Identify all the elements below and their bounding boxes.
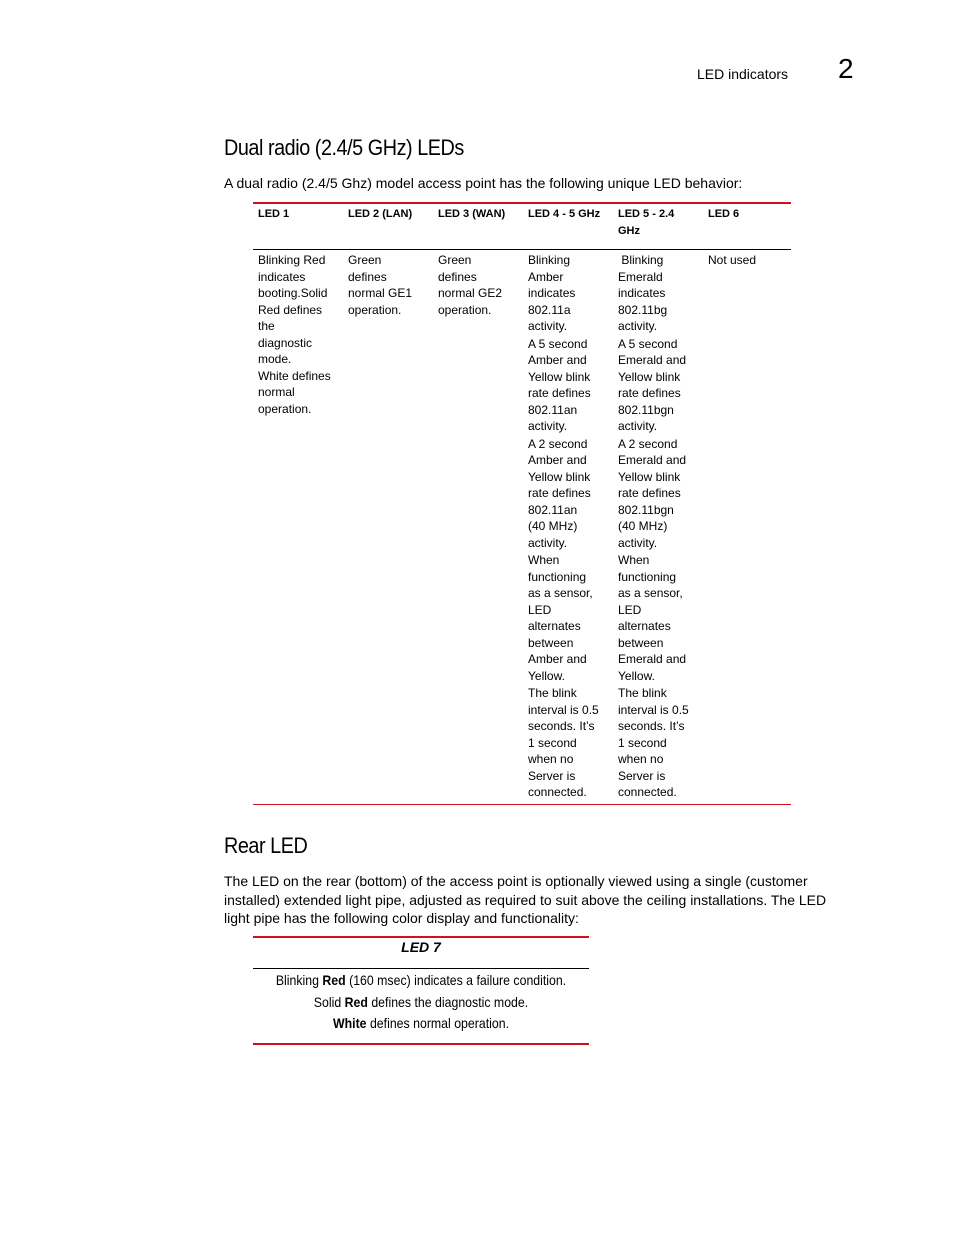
color-word: Green (348, 253, 382, 267)
table2-top-rule (253, 936, 589, 938)
text: normal GE2 (438, 286, 503, 300)
text: booting.Solid (258, 286, 328, 300)
color-word: Amber (528, 652, 564, 666)
text: connected. (528, 785, 587, 799)
text: operation. (348, 302, 402, 317)
text: between (528, 635, 574, 650)
text: defines normal operation. (366, 1015, 509, 1031)
text: activity. (618, 535, 658, 550)
text: LED (528, 602, 552, 617)
col-header-led1: LED 1 (258, 208, 290, 220)
text: normal (258, 385, 295, 399)
text: Blinking (528, 253, 571, 267)
chapter-number: 2 (838, 53, 854, 84)
text: defines (288, 368, 331, 383)
led5-block-1 (618, 252, 704, 335)
text: 1 second (618, 735, 667, 750)
text: the (258, 319, 275, 333)
text: interval is 0.5 (528, 702, 599, 717)
text: 802.11a (528, 302, 571, 317)
color-word: Emerald (618, 453, 663, 467)
text: diagnostic (258, 335, 313, 350)
color-word: Red (344, 993, 368, 1010)
color-word: Red (322, 972, 346, 988)
text: rate defines (528, 486, 591, 500)
paragraph-line: The LED on the rear (bottom) of the access point is optionally viewed using a single (customer (224, 873, 808, 889)
text: The blink (528, 686, 577, 700)
cell-led4 (528, 252, 614, 802)
text: Blinking (275, 972, 323, 988)
color-word: White (333, 1015, 367, 1031)
text: and (563, 353, 587, 367)
text: blink (652, 369, 681, 384)
table-header-rule (253, 249, 791, 250)
led5-block-2 (618, 336, 704, 435)
cell-led5 (618, 252, 704, 802)
col-header-led7: LED 7 (401, 939, 441, 955)
text: A 2 second (528, 436, 588, 451)
text: indicates (258, 269, 306, 284)
text: When (618, 553, 650, 567)
text: (160 msec) indicates a failure condition. (345, 972, 567, 988)
color-word: Yellow (528, 469, 563, 484)
text: functioning (618, 569, 677, 584)
led4-block-4 (528, 552, 614, 684)
text: functioning (528, 569, 587, 584)
color-word: White (258, 368, 289, 383)
led7-line-3 (273, 1013, 569, 1035)
text: defines the diagnostic mode. (367, 993, 529, 1010)
text: defines (280, 302, 323, 317)
text: 802.11an (528, 502, 578, 517)
text: activity. (618, 419, 658, 433)
text: as a sensor, (528, 586, 593, 600)
text: Server is (618, 768, 666, 783)
text: blink (652, 469, 681, 484)
color-word: Yellow (618, 668, 652, 683)
text: interval is 0.5 (618, 702, 689, 717)
text: normal GE1 (348, 286, 413, 300)
running-head: LED indicators (697, 66, 789, 82)
text: Server is (528, 768, 576, 783)
led5-block-5 (618, 685, 704, 801)
text: Solid (313, 993, 345, 1010)
text: and (662, 353, 687, 367)
cell-led7 (253, 970, 589, 1035)
text: blink (562, 469, 591, 484)
text: when no (528, 752, 574, 766)
text: activity. (528, 319, 568, 333)
led4-block-5 (528, 685, 614, 801)
text: activity. (528, 535, 568, 550)
led4-block-3 (528, 436, 614, 552)
text: and (563, 453, 587, 467)
led4-block-2 (528, 336, 614, 435)
text: indicates (528, 286, 576, 300)
color-word: Amber (528, 453, 564, 467)
section-title-rear-led: Rear LED (224, 833, 308, 858)
col-header-led5-line2: GHz (618, 225, 640, 237)
table2-header-rule (253, 968, 589, 969)
text: 802.11bgn (618, 402, 674, 417)
text: and (563, 652, 587, 666)
text: LED (618, 602, 642, 617)
text: . (651, 668, 655, 683)
col-header-led2: LED 2 (LAN) (348, 208, 413, 220)
text: activity. (528, 419, 568, 433)
color-word: Emerald (618, 652, 663, 666)
col-header-led3: LED 3 (WAN) (438, 208, 506, 220)
text: rate defines (618, 486, 681, 500)
text: when no (618, 752, 664, 766)
text: indicates (618, 286, 666, 300)
led7-line-2 (273, 992, 569, 1014)
color-word: Yellow (528, 369, 563, 384)
text: 802.11bgn (618, 502, 674, 517)
table-bottom-rule (253, 804, 791, 805)
cell-led6: Not used (708, 253, 757, 267)
text: as a sensor, (618, 586, 683, 600)
section-intro: A dual radio (2.4/5 Ghz) model access point has the following unique LED behavior: (224, 175, 743, 191)
text: and (662, 652, 687, 666)
paragraph-line: light pipe has the following color display and functionality: (224, 910, 579, 926)
text: rate defines (618, 386, 681, 400)
color-word: Emerald (618, 269, 663, 284)
color-word: Yellow (618, 469, 653, 484)
text: and (662, 453, 687, 467)
led5-block-3 (618, 436, 704, 552)
col-header-led5 (618, 206, 674, 240)
text: 802.11an (528, 402, 578, 417)
cell-led2 (348, 252, 434, 318)
col-header-led6: LED 6 (708, 208, 740, 220)
color-word: Red (303, 253, 326, 267)
text: When (528, 553, 560, 567)
col-header-led4: LED 4 - 5 GHz (528, 208, 601, 220)
cell-led3 (438, 252, 524, 318)
text: blink (562, 369, 591, 384)
text: mode. (258, 352, 292, 366)
table-top-rule (253, 202, 791, 204)
text: connected. (618, 785, 677, 799)
text: operation. (258, 401, 312, 416)
color-word: Yellow (528, 668, 562, 683)
led7-line-1 (273, 970, 569, 992)
text: A 5 second (528, 336, 588, 351)
text: 802.11bg (618, 302, 668, 317)
table2-bottom-rule (253, 1043, 589, 1045)
led5-block-4 (618, 552, 704, 684)
text: The blink (618, 686, 667, 700)
cell-led1 (258, 252, 344, 417)
text: operation. (438, 302, 492, 317)
section-paragraph (224, 872, 874, 928)
text: Blinking (618, 253, 664, 267)
text: defines (348, 269, 387, 284)
text: 1 second (528, 735, 577, 750)
text: seconds. It’s (618, 719, 685, 733)
text: . (561, 668, 565, 683)
text: (40 MHz) (528, 519, 578, 533)
text: alternates (528, 619, 581, 633)
text: A 2 second (618, 436, 678, 451)
color-word: Green (438, 253, 472, 267)
text: activity. (618, 319, 658, 333)
text: (40 MHz) (618, 519, 668, 533)
text: rate defines (528, 386, 591, 400)
text: defines (438, 269, 477, 284)
text: alternates (618, 619, 671, 633)
paragraph-line: installed) extended light pipe, adjusted as required to suit above the ceiling installations. The LED (224, 891, 827, 908)
text: A 5 second (618, 336, 678, 351)
color-word: Yellow (618, 369, 653, 384)
col-header-led5-line1: LED 5 - 2.4 (618, 208, 675, 220)
text: seconds. It’s (528, 719, 595, 733)
led4-block-1 (528, 252, 614, 335)
color-word: Amber (528, 269, 564, 284)
section-title-dual-radio: Dual radio (2.4/5 GHz) LEDs (224, 135, 464, 160)
text: between (618, 635, 664, 650)
color-word: Emerald (618, 353, 663, 367)
color-word: Red (258, 302, 281, 317)
text: Blinking (258, 253, 304, 267)
color-word: Amber (528, 353, 564, 367)
